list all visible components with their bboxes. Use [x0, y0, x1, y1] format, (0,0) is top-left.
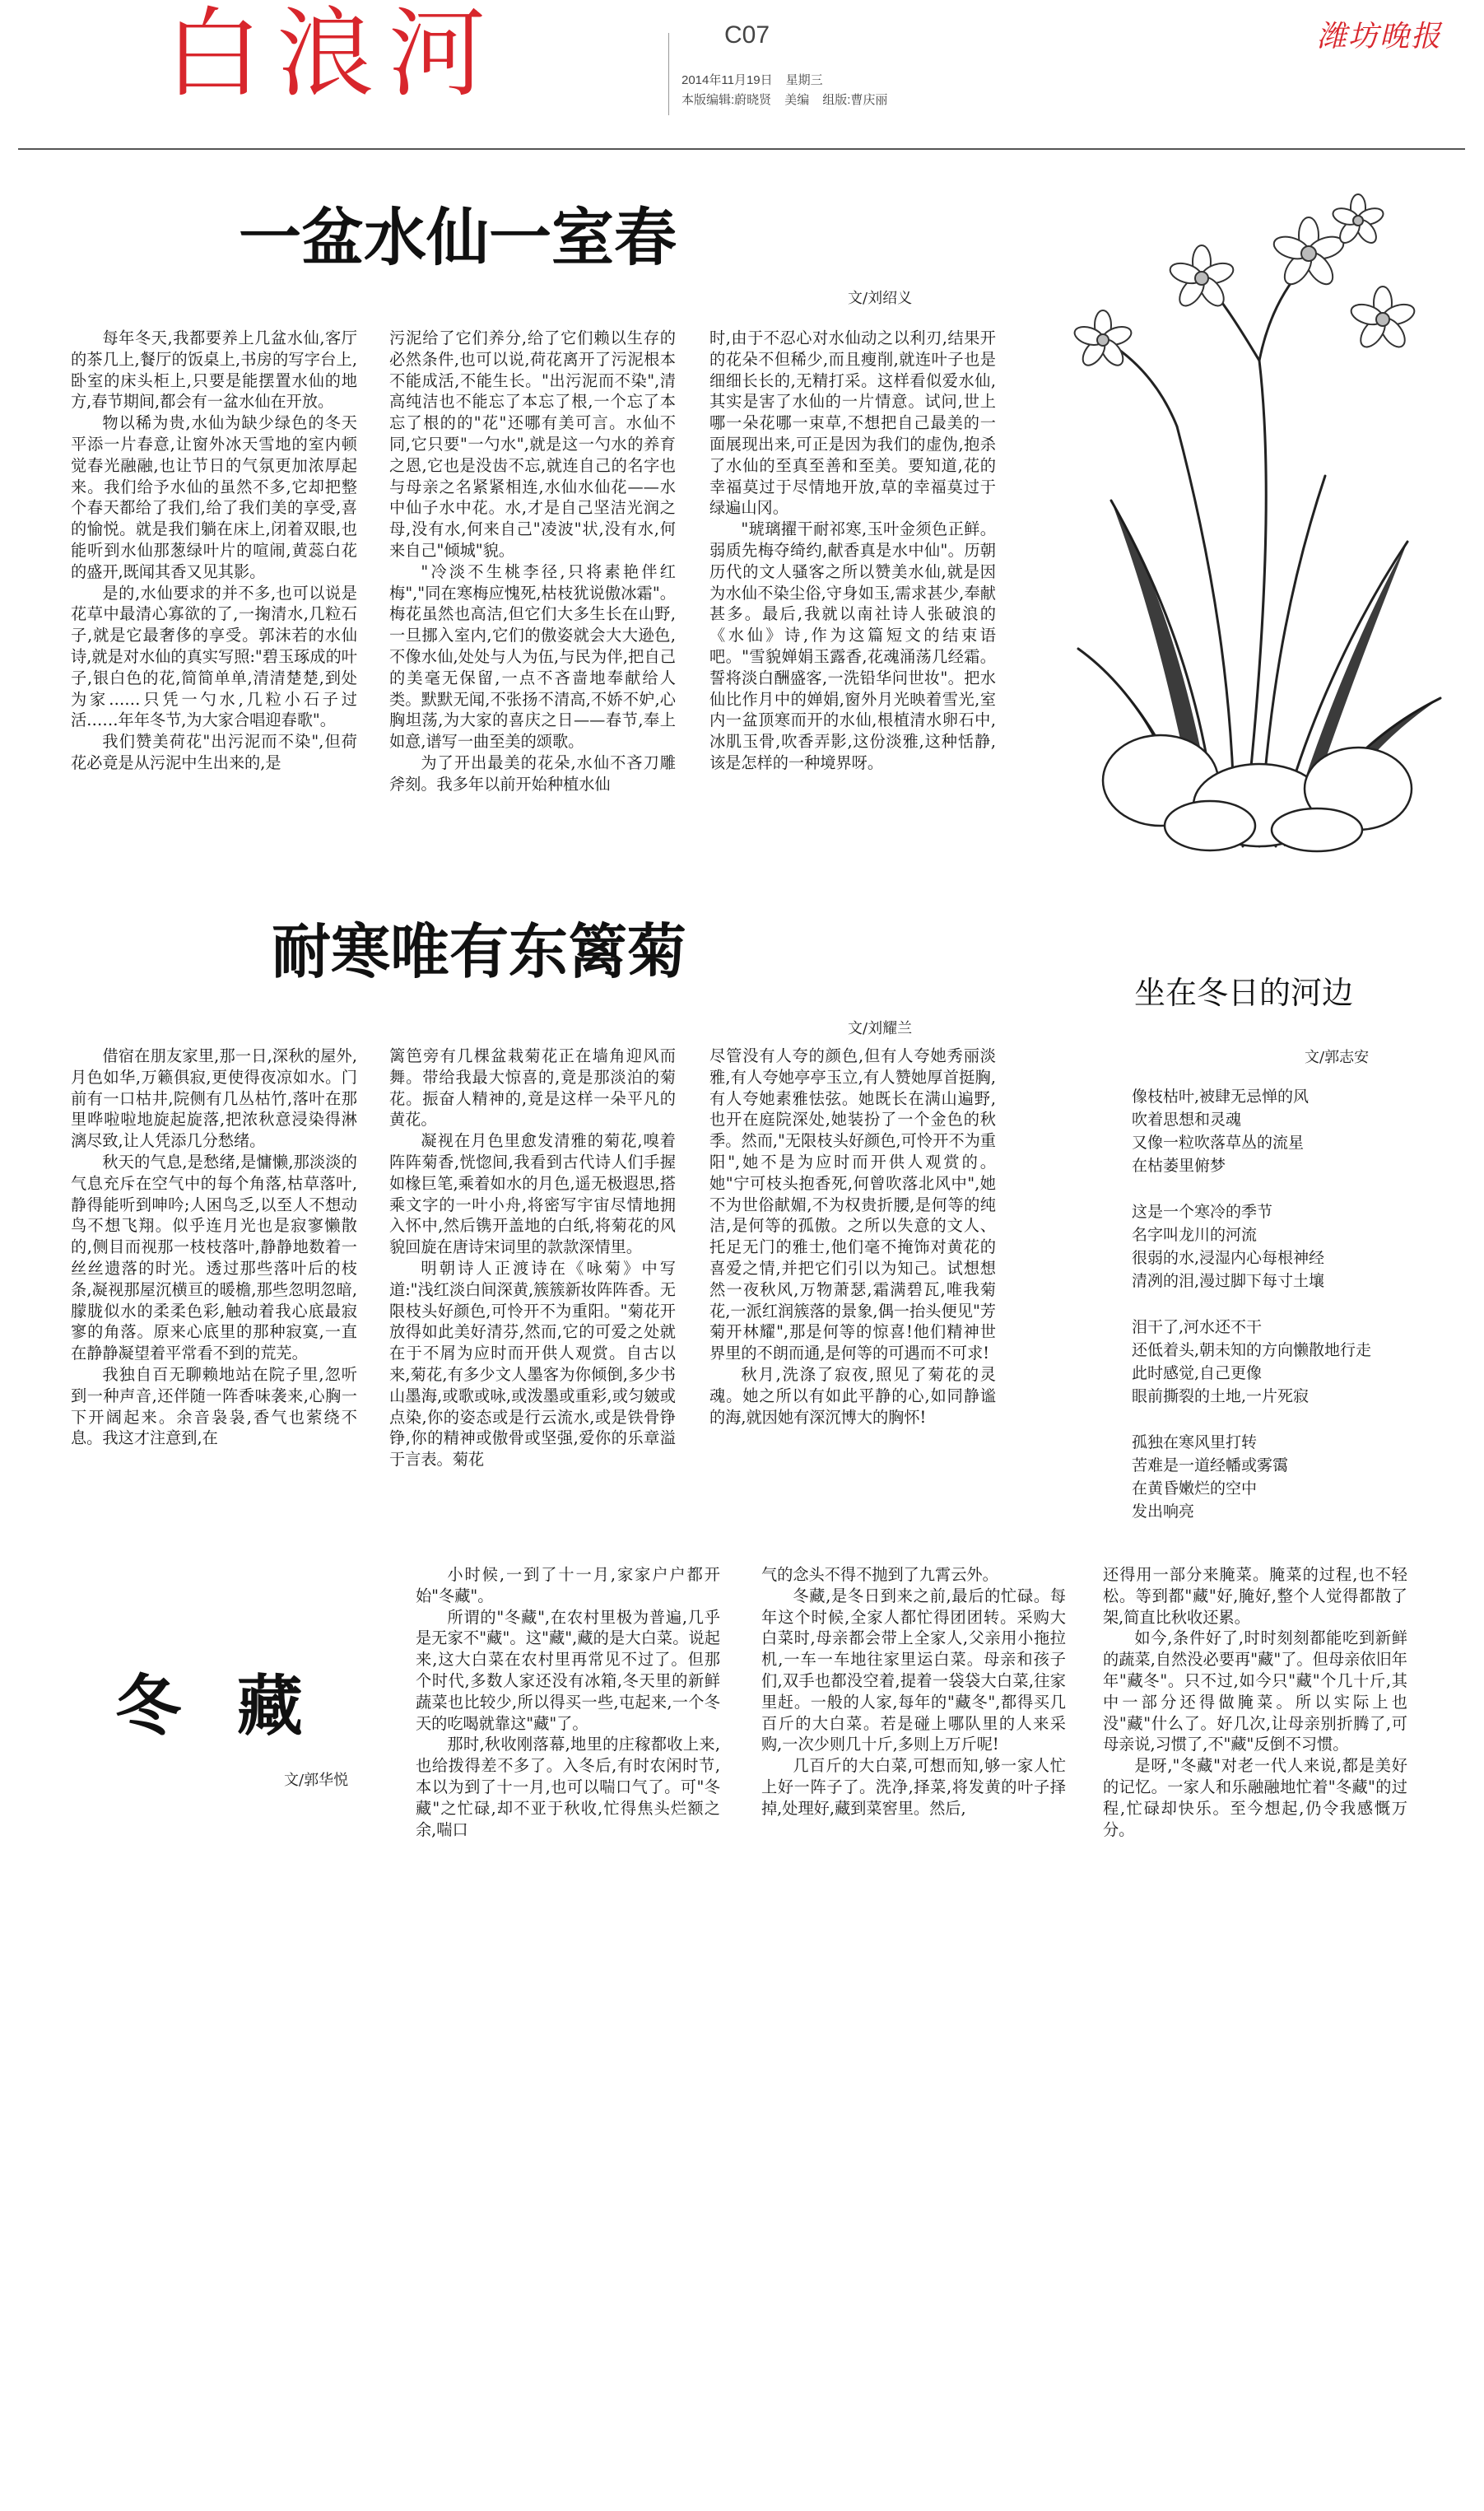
- paragraph: 几百斤的大白菜,可想而知,够一家人忙上好一阵子了。洗净,择菜,将发黄的叶子择掉,处理好,藏到菜窖里。然后,: [761, 1756, 1066, 1818]
- paragraph: "冷淡不生桃李径,只将素艳伴红梅","同在寒梅应愧死,枯枝犹说傲冰霜"。梅花虽然也高洁,但它们大多生长在山野,一旦挪入室内,它们的傲姿就会大大逊色,不像水仙,处处与人为伍,与民为伴,把自己的美毫无保留,一点不吝啬地奉献给人类。默默无闻,不张扬不清高,不娇不妒,心胸坦荡,为大家的喜庆之日——春节,奉上如意,谱写一曲至美的颂歌。: [389, 561, 676, 752]
- paragraph: 污泥给了它们养分,给了它们赖以生存的必然条件,也可以说,荷花离开了污泥根本不能成活,不能生长。"出污泥而不染",清高纯洁也不能忘了本忘了根,一个忘了本忘了根的的"花"还哪有美可言。水仙不同,它只要"一勺水",就是这一勺水的养育之恩,它也是没齿不忘,就连自己的名字也与母亲之名紧紧相连,水仙水仙花——水中仙子水中花。水,才是自己坚洁光润之母,没有水,何来自己"凌波"状,没有水,何来自己"倾城"貌。: [389, 328, 676, 560]
- paragraph: 每年冬天,我都要养上几盆水仙,客厅的茶几上,餐厅的饭桌上,书房的写字台上,卧室的床头柜上,只要是能摆置水仙的地方,春节期间,都会有一盆水仙在开放。: [71, 328, 357, 412]
- paragraph: 如今,条件好了,时时刻刻都能吃到新鲜的蔬菜,自然没必要再"藏"了。但母亲依旧年年"藏冬"。只不过,如今只"藏"个几十斤,其中一部分还得做腌菜。所以实际上也没"藏"什么了。好几次,让母亲别折腾了,可母亲说,习惯了,不"藏"反倒不习惯。: [1103, 1628, 1407, 1754]
- paragraph: 时,由于不忍心对水仙动之以利刃,结果开的花朵不但稀少,而且瘦削,就连叶子也是细细长长的,无精打采。这样看似爱水仙,其实是害了水仙的一片情意。试问,世上哪一朵花哪一束草,不想把自己最美的一面展现出来,可正是因为我们的虚伪,抱杀了水仙的至真至善和至美。要知道,花的幸福莫过于尽情地开放,草的幸福莫过于绿遍山冈。: [709, 328, 996, 518]
- masthead-divider: [668, 33, 669, 115]
- poem-line: 泪干了,河水还不干: [1132, 1318, 1263, 1336]
- editor-name: 蔚晓贤: [734, 93, 772, 107]
- poem-line: 像枝枯叶,被肆无忌惮的风: [1132, 1088, 1310, 1106]
- juhua-column-1: [71, 1046, 357, 1449]
- proof-label: 组版:: [822, 93, 851, 107]
- designer-label: 美编: [784, 93, 810, 107]
- article-title-juhua: 耐寒唯有东篱菊: [272, 917, 687, 986]
- poem-line: 名字叫龙川的河流: [1132, 1226, 1258, 1244]
- poem-title-hebian: 坐在冬日的河边: [1134, 975, 1354, 1011]
- juhua-column-3: [709, 1046, 996, 1428]
- byline-dongcang: 文/郭华悦: [284, 1772, 349, 1789]
- byline-shuixian: 文/刘绍义: [848, 290, 913, 307]
- poem-stanza: [1132, 1431, 1444, 1523]
- issue-weekday: 星期三: [785, 73, 823, 87]
- article-title-dongcang: 冬 藏: [115, 1668, 319, 1745]
- page-number: C07: [724, 21, 770, 49]
- byline-juhua: 文/刘耀兰: [848, 1020, 913, 1037]
- masthead-rule: [18, 148, 1465, 150]
- poem-line: 清冽的泪,漫过脚下每寸土壤: [1132, 1272, 1325, 1290]
- shuixian-column-2: [389, 328, 676, 795]
- poem-stanza: [1132, 1085, 1444, 1177]
- daffodil-illustration: [1012, 155, 1469, 855]
- editor-label: 本版编辑:: [682, 93, 735, 107]
- paragraph: 物以稀为贵,水仙为缺少绿色的冬天平添一片春意,让窗外冰天雪地的室内顿觉春光融融,也让节日的气氛更加浓厚起来。我们给予水仙的虽然不多,它却把整个春天都给了我们,给了我们美的享受,喜的愉悦。就是我们躺在床上,闭着双眼,也能听到水仙那葱绿叶片的喧闹,黄蕊白花的盛开,既闻其香又见其影。: [71, 413, 357, 581]
- poem-line: 又像一粒吹落草丛的流星: [1132, 1134, 1305, 1152]
- paragraph: 篱笆旁有几棵盆栽菊花正在墙角迎风而舞。带给我最大惊喜的,竟是那淡泊的菊花。振奋人精神的,竟是这样一朵平凡的黄花。: [389, 1046, 676, 1130]
- newspaper-logo: 潍坊晚报: [1317, 20, 1443, 54]
- paragraph: 尽管没有人夸的颜色,但有人夸她秀丽淡雅,有人夸她亭亭玉立,有人赞她厚首挺胸,有人夸她素雅怯弦。她既长在满山遍野,也开在庭院深处,她装扮了一个金色的秋季。然而,"无限枝头好颜色,可怜开不为重阳",她不是为应时而开供人观赏的。她"宁可枝头抱香死,何曾吹落北风中",她不为世俗献媚,不为权贵折腰,是何等的纯洁,是何等的孤傲。之所以失意的文人、托足无门的雅士,他们毫不掩饰对黄花的喜爱之情,并把它们引以为知己。试想想然一夜秋风,万物萧瑟,霜满碧瓦,唯我菊花,一派红润簇落的景象,偶一抬头便见"芳菊开林耀",那是何等的惊喜!他们精神世界里的不朗而通,是何等的可遇而不可求!: [709, 1046, 996, 1363]
- issue-date: 2014年11月19日: [682, 73, 773, 87]
- poem-stanza: [1132, 1316, 1444, 1408]
- poem-stanza: [1132, 1200, 1444, 1293]
- paragraph: 明朝诗人正渡诗在《咏菊》中写道:"浅红淡白间深黄,簇簇新妆阵阵香。无限枝头好颜色,可怜开不为重阳。"菊花开放得如此美好清芬,然而,它的可爱之处就在于不屑为应时而开供人观赏。自古以来,菊花,有多少文人墨客为你倾倒,多少书山墨海,或歌或咏,或泼墨或重彩,或匀皴或点染,你的姿态或是行云流水,或是铁骨铮铮,你的精神或傲骨或坚强,爱你的乐章溢于言表。菊花: [389, 1258, 676, 1470]
- paragraph: 是呀,"冬藏"对老一代人来说,都是美好的记忆。一家人和乐融融地忙着"冬藏"的过程,忙碌却快乐。至今想起,仍令我感慨万分。: [1103, 1756, 1407, 1839]
- dongcang-column-3: [1103, 1564, 1407, 1840]
- shuixian-column-1: [71, 328, 357, 774]
- issue-date-line: [682, 71, 887, 91]
- shuixian-column-3: [709, 328, 996, 774]
- poem-line: 发出响亮: [1132, 1502, 1195, 1521]
- paragraph: 为了开出最美的花朵,水仙不吝刀雕斧刻。我多年以前开始种植水仙: [389, 752, 676, 794]
- poem-line: 吹着思想和灵魂: [1132, 1111, 1242, 1129]
- paragraph: 所谓的"冬藏",在农村里极为普遍,几乎是无家不"藏"。这"藏",藏的是大白菜。说起来,这大白菜在农村里再常见不过了。但那个时代,多数人家还没有冰箱,冬天里的新鲜蔬菜也比较少,所以得买一些,屯起来,一个冬天的吃喝就靠这"藏"了。: [416, 1607, 720, 1733]
- daffodil-drawing: [1012, 155, 1469, 855]
- poem-line: 还低着头,朝未知的方向懒散地行走: [1132, 1341, 1372, 1359]
- poem-line: 在枯萎里俯梦: [1132, 1157, 1226, 1175]
- paragraph: 气的念头不得不抛到了九霄云外。: [761, 1565, 998, 1584]
- paragraph: 我独自百无聊赖地站在院子里,忽听到一种声音,还伴随一阵香味袭来,心胸一下开阔起来。余音袅袅,香气也萦绕不息。我这才注意到,在: [71, 1364, 357, 1448]
- paragraph: 秋天的气息,是愁绪,是慵懒,那淡淡的气息充斥在空气中的每个角落,枯草落叶,静得能听到呻吟;人困鸟乏,以至人不想动鸟不想飞翔。似乎连月光也是寂寥懒散的,侧目而视那一枝枝落叶,静静地数着一丝丝遗落的时光。透过那些落叶后的枝条,凝视那屋沉横亘的暖檐,那些忽明忽暗,朦胧似水的柔柔色彩,触动着我心底最寂寥的角落。原来心底里的那种寂寞,一直在静静凝望着平常看不到的荒芜。: [71, 1152, 357, 1363]
- poem-line: 苦难是一道经幡或雾霭: [1132, 1456, 1289, 1474]
- dongcang-column-2: [761, 1564, 1066, 1819]
- issue-credits-line: [682, 91, 887, 110]
- poem-hebian: [1132, 1085, 1444, 1546]
- proof-name: 曹庆丽: [850, 93, 888, 107]
- paragraph: 冬藏,是冬日到来之前,最后的忙碌。每年这个时候,全家人都忙得团团转。采购大白菜时,母亲都会带上全家人,父亲用小拖拉机,一车一车地往家里运白菜。母亲和孩子们,双手也都没空着,提着一袋袋大白菜,往家里赶。一般的人家,每年的"藏冬",都得买几百斤的大白菜。若是碰上哪队里的人来采购,一次少则几十斤,多则上万斤呢!: [761, 1586, 1066, 1754]
- paragraph: 我们赞美荷花"出污泥而不染",但荷花必竟是从污泥中生出来的,是: [71, 732, 357, 772]
- paragraph: 还得用一部分来腌菜。腌菜的过程,也不轻松。等到都"藏"好,腌好,整个人觉得都散了架,简直比秋收还累。: [1103, 1565, 1407, 1627]
- poem-line: 这是一个寒冷的季节: [1132, 1203, 1273, 1221]
- poem-line: 此时感觉,自己更像: [1132, 1364, 1263, 1382]
- paragraph: 是的,水仙要求的并不多,也可以说是花草中最清心寡欲的了,一掬清水,几粒石子,就是它最奢侈的享受。郭沫若的水仙诗,就是对水仙的真实写照:"碧玉琢成的叶子,银白色的花,简简单单,清清楚楚,到处为家……只凭一勺水,几粒小石子过活……年年冬节,为大家合唱迎春歌"。: [71, 583, 357, 730]
- section-title: 白浪河: [165, 0, 501, 110]
- issue-info: [682, 71, 887, 110]
- poem-line: 眼前撕裂的土地,一片死寂: [1132, 1387, 1310, 1405]
- juhua-column-2: [389, 1046, 676, 1470]
- dongcang-column-1: [416, 1564, 720, 1840]
- byline-hebian: 文/郭志安: [1305, 1049, 1370, 1066]
- paragraph: 凝视在月色里愈发清雅的菊花,嗅着阵阵菊香,恍惚间,我看到古代诗人们手握如椽巨笔,乘着如水的月色,遥无极遐思,搭乘文字的一叶小舟,将密写宇宙尽情地拥入怀中,然后镌开盖地的白纸,将菊花的风貌回旋在唐诗宋词里的款款深情里。: [389, 1131, 676, 1257]
- paragraph: 那时,秋收刚落幕,地里的庄稼都收上来,也给拨得差不多了。入冬后,有时农闲时节,本以为到了十一月,也可以喘口气了。可"冬藏"之忙碌,却不亚于秋收,忙得焦头烂额之余,喘口: [416, 1735, 720, 1839]
- poem-line: 在黄昏嫩烂的空中: [1132, 1479, 1258, 1498]
- poem-line: 孤独在寒风里打转: [1132, 1433, 1258, 1451]
- paragraph: 小时候,一到了十一月,家家户户都开始"冬藏"。: [416, 1565, 720, 1605]
- article-title-shuixian: 一盆水仙一室春: [239, 201, 677, 274]
- paragraph: 借宿在朋友家里,那一日,深秋的屋外,月色如华,万籁俱寂,更使得夜凉如水。门前有一口枯井,院侧有几丛枯竹,落叶在那里哗啦啦地旋起旋落,把浓秋意浸染得淋漓尽致,让人凭添几分愁绪。: [71, 1046, 357, 1151]
- poem-line: 很弱的水,浸湿内心每根神经: [1132, 1249, 1325, 1267]
- paragraph: 秋月,洗涤了寂夜,照见了菊花的灵魂。她之所以有如此平静的心,如同静谧的海,就因她有深沉博大的胸怀!: [709, 1364, 996, 1427]
- paragraph: "琥璃擢干耐祁寒,玉叶金须色正鲜。弱质先梅夺绮约,献香真是水中仙"。历朝历代的文人骚客之所以赞美水仙,就是因为水仙不染尘俗,守身如玉,需求甚少,奉献甚多。最后,我就以南社诗人张破浪的《水仙》诗,作为这篇短文的结束语吧。"雪貌婵娟玉露香,花魂涌荡几经霜。誓将淡白酬盛客,一洗铅华问世妆"。把水仙比作月中的婵娟,窗外月光映着雪光,室内一盆顶寒而开的水仙,根植清水卵石中,冰肌玉骨,吹香弄影,这份淡雅,这种恬静,该是怎样的一种境界呀。: [709, 519, 996, 772]
